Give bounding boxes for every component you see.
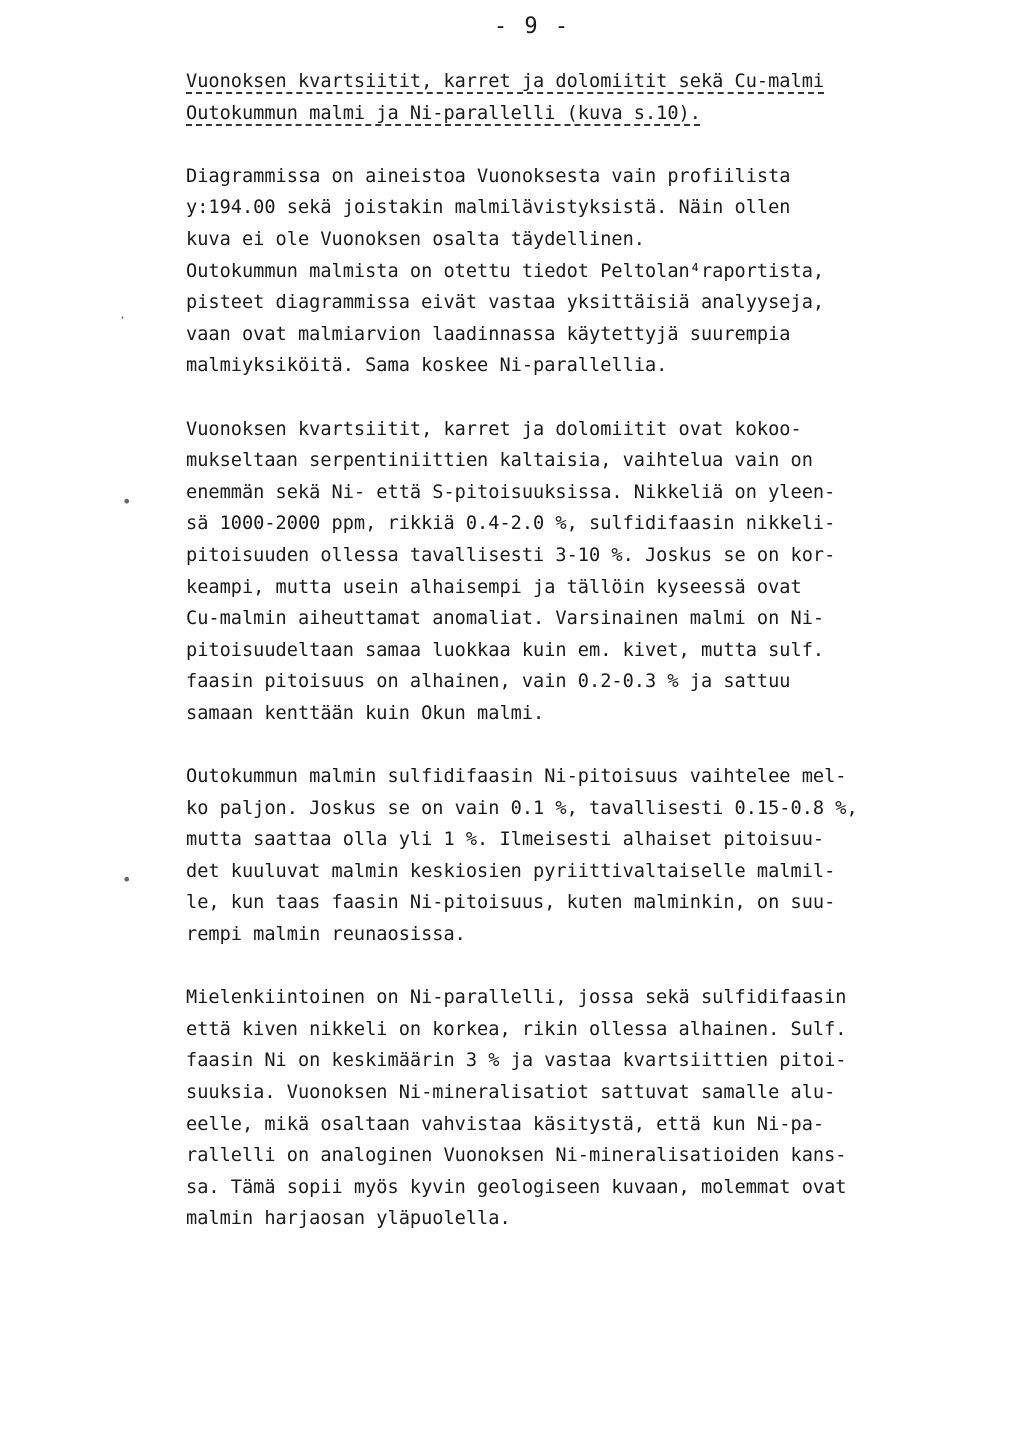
text-line: Vuonoksen kvartsiitit, karret ja dolomiitit ovat kokoo- [186, 418, 802, 440]
section-heading [186, 66, 976, 129]
text-line: eelle, mikä osaltaan vahvistaa käsitystä, että kun Ni-pa- [186, 1113, 825, 1135]
heading-line: Outokummun malmi ja Ni-parallelli (kuva s.10). [186, 102, 701, 124]
margin-mark: • [122, 870, 132, 889]
text-line: Outokummun malmista on otettu tiedot Peltolan⁴raportista, [186, 260, 825, 282]
text-line: Outokummun malmin sulfidifaasin Ni-pitoisuus vaihtelee mel- [186, 766, 847, 788]
document-body [186, 66, 976, 1235]
paragraph-4 [186, 982, 976, 1235]
text-line: mutta saattaa olla yli 1 %. Ilmeisesti alhaiset pitoisuu- [186, 829, 825, 851]
paragraph-3 [186, 761, 976, 951]
text-line: det kuuluvat malmin keskiosien pyriittivaltaiselle malmil- [186, 860, 836, 882]
text-line: faasin pitoisuus on alhainen, vain 0.2-0.3 % ja sattuu [186, 671, 791, 693]
text-line: vaan ovat malmiarvion laadinnassa käytettyjä suurempia [186, 323, 791, 345]
text-line: sä 1000-2000 ppm, rikkiä 0.4-2.0 %, sulfidifaasin nikkeli- [186, 513, 836, 535]
text-line: kuva ei ole Vuonoksen osalta täydellinen. [186, 228, 645, 250]
text-line: samaan kenttään kuin Okun malmi. [186, 702, 545, 724]
text-line: suuksia. Vuonoksen Ni-mineralisatiot sattuvat samalle alu- [186, 1082, 836, 1103]
heading-line: Vuonoksen kvartsiitit, karret ja dolomiitit sekä Cu-malmi [186, 71, 825, 92]
text-line: sa. Tämä sopii myös kyvin geologiseen kuvaan, molemmat ovat [186, 1176, 847, 1198]
text-line: ko paljon. Joskus se on vain 0.1 %, tavallisesti 0.15-0.8 %, [186, 797, 858, 819]
page-number: - 9 - [493, 14, 571, 39]
text-line: rempi malmin reunaosissa. [186, 924, 466, 946]
paragraph-2 [186, 414, 976, 730]
text-line: Cu-malmin aiheuttamat anomaliat. Varsinainen malmi on Ni- [186, 608, 825, 630]
text-line: malmiyksiköitä. Sama koskee Ni-parallellia. [186, 355, 668, 377]
margin-mark: · [120, 308, 126, 327]
text-line: faasin Ni on keskimäärin 3 % ja vastaa kvartsiittien pitoi- [186, 1050, 847, 1072]
paragraph-1 [186, 161, 976, 382]
text-line: le, kun taas faasin Ni-pitoisuus, kuten malminkin, on suu- [186, 892, 836, 914]
text-line: pitoisuuden ollessa tavallisesti 3-10 %. Joskus se on kor- [186, 544, 836, 566]
text-line: Diagrammissa on aineistoa Vuonoksesta vain profiilista [186, 165, 791, 187]
text-line: pitoisuudeltaan samaa luokkaa kuin em. kivet, mutta sulf. [186, 639, 825, 661]
margin-mark: • [122, 492, 132, 511]
text-line: mukseltaan serpentiniittien kaltaisia, vaihtelua vain on [186, 450, 813, 472]
text-line: malmin harjaosan yläpuolella. [186, 1208, 511, 1230]
text-line: keampi, mutta usein alhaisempi ja tällöin kyseessä ovat [186, 576, 802, 598]
text-line: enemmän sekä Ni- että S-pitoisuuksissa. Nikkeliä on yleen- [186, 481, 836, 503]
text-line: rallelli on analoginen Vuonoksen Ni-mineralisatioiden kans- [186, 1145, 847, 1167]
text-line: y:194.00 sekä joistakin malmilävistyksistä. Näin ollen [186, 197, 791, 219]
text-line: että kiven nikkeli on korkea, rikin ollessa alhainen. Sulf. [186, 1018, 847, 1040]
text-line: Mielenkiintoinen on Ni-parallelli, jossa sekä sulfidifaasin [186, 987, 847, 1009]
text-line: pisteet diagrammissa eivät vastaa yksittäisiä analyyseja, [186, 292, 825, 314]
